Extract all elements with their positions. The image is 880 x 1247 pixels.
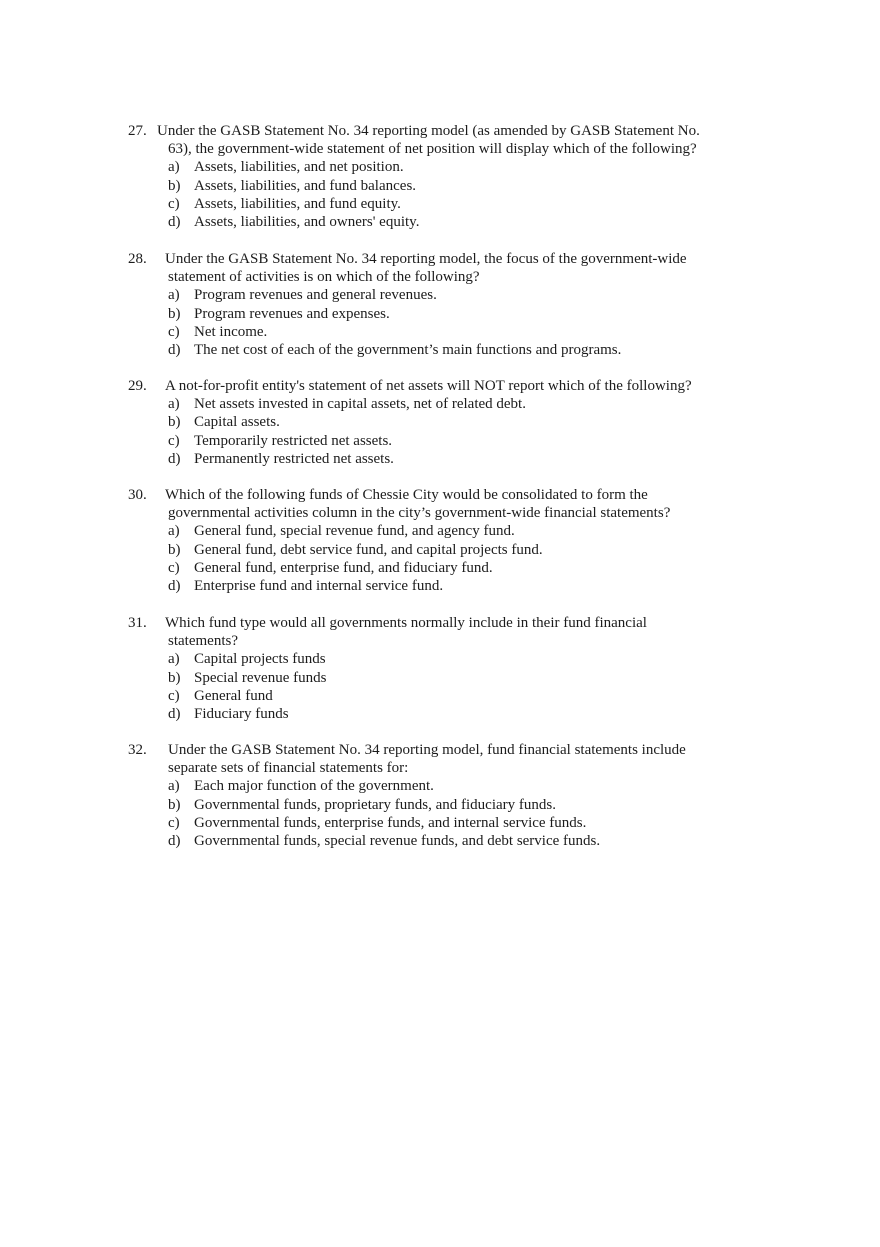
- option-text: Governmental funds, special revenue funds, and debt service funds.: [194, 833, 601, 850]
- question-text-line-1: Under the GASB Statement No. 34 reporting model, fund financial statements include: [168, 742, 686, 758]
- question-text-line-2: governmental activities column in the city’s government-wide financial statements?: [168, 505, 671, 522]
- answer-option-a: [128, 395, 748, 413]
- question-number: 29.: [128, 378, 147, 394]
- option-text: Net income.: [194, 323, 268, 340]
- option-letter: c): [168, 814, 180, 831]
- option-text: Each major function of the government.: [194, 778, 434, 795]
- answer-options: [128, 650, 748, 723]
- option-letter: b): [168, 177, 181, 194]
- option-text: Capital projects funds: [194, 651, 326, 668]
- option-text: Special revenue funds: [194, 669, 327, 686]
- option-text: Program revenues and general revenues.: [194, 287, 437, 304]
- option-text: Assets, liabilities, and owners' equity.: [194, 214, 420, 231]
- answer-option-c: [128, 432, 748, 450]
- answer-option-b: [128, 413, 748, 431]
- option-text: Temporarily restricted net assets.: [194, 432, 393, 449]
- answer-option-d: [128, 341, 748, 359]
- question-stem: [128, 741, 748, 759]
- question-27: [128, 122, 748, 231]
- option-letter: b): [168, 796, 181, 813]
- question-28: [128, 250, 748, 359]
- answer-option-c: [128, 559, 748, 577]
- option-letter: d): [168, 214, 181, 231]
- answer-option-b: [128, 177, 748, 195]
- option-letter: a): [168, 159, 180, 176]
- question-text-line-1: Under the GASB Statement No. 34 reporting model, the focus of the government-wide: [165, 251, 687, 267]
- option-text: Program revenues and expenses.: [194, 305, 390, 322]
- option-letter: b): [168, 669, 181, 686]
- option-letter: a): [168, 778, 180, 795]
- answer-option-b: [128, 669, 748, 687]
- question-text-line-1: A not-for-profit entity's statement of net assets will NOT report which of the following?: [165, 378, 692, 394]
- option-text: Capital assets.: [194, 414, 280, 431]
- answer-options: [128, 395, 748, 468]
- answer-option-d: [128, 705, 748, 723]
- option-letter: b): [168, 541, 181, 558]
- option-letter: d): [168, 342, 181, 359]
- option-text: Assets, liabilities, and fund balances.: [194, 177, 417, 194]
- question-30: [128, 486, 748, 595]
- option-text: Assets, liabilities, and fund equity.: [194, 195, 401, 212]
- question-stem: [128, 486, 748, 504]
- answer-options: [128, 522, 748, 595]
- question-number: 30.: [128, 487, 147, 503]
- answer-option-d: [128, 832, 748, 850]
- option-letter: a): [168, 523, 180, 540]
- answer-option-c: [128, 687, 748, 705]
- answer-option-d: [128, 577, 748, 595]
- answer-option-a: [128, 158, 748, 176]
- option-text: The net cost of each of the government’s main functions and programs.: [194, 342, 622, 359]
- option-text: Assets, liabilities, and net position.: [194, 159, 404, 176]
- option-text: Governmental funds, proprietary funds, and fiduciary funds.: [194, 796, 556, 813]
- option-letter: b): [168, 414, 181, 431]
- option-letter: d): [168, 578, 181, 595]
- option-text: General fund, debt service fund, and capital projects fund.: [194, 541, 543, 558]
- question-text-line-1: Under the GASB Statement No. 34 reporting model (as amended by GASB Statement No.: [157, 123, 700, 139]
- option-text: General fund: [194, 687, 273, 704]
- question-32: [128, 741, 748, 850]
- answer-option-a: [128, 650, 748, 668]
- answer-option-c: [128, 323, 748, 341]
- question-stem: [128, 614, 748, 632]
- option-text: Permanently restricted net assets.: [194, 450, 394, 467]
- option-letter: d): [168, 706, 181, 723]
- option-letter: a): [168, 396, 180, 413]
- answer-options: [128, 777, 748, 850]
- option-text: Fiduciary funds: [194, 706, 289, 723]
- option-letter: a): [168, 287, 180, 304]
- option-letter: a): [168, 651, 180, 668]
- option-letter: c): [168, 559, 180, 576]
- option-text: Net assets invested in capital assets, net of related debt.: [194, 396, 526, 413]
- option-letter: c): [168, 687, 180, 704]
- question-text-line-2: 63), the government-wide statement of net position will display which of the following?: [168, 141, 697, 158]
- answer-option-c: [128, 814, 748, 832]
- option-text: Governmental funds, enterprise funds, and internal service funds.: [194, 814, 587, 831]
- question-stem: [128, 377, 748, 395]
- answer-options: [128, 158, 748, 231]
- answer-option-b: [128, 796, 748, 814]
- question-text-line-1: Which fund type would all governments normally include in their fund financial: [165, 615, 647, 631]
- answer-option-b: [128, 305, 748, 323]
- answer-option-a: [128, 286, 748, 304]
- question-text-line-2: statement of activities is on which of the following?: [168, 269, 480, 286]
- answer-option-b: [128, 541, 748, 559]
- question-text-line-1: Which of the following funds of Chessie City would be consolidated to form the: [165, 487, 648, 503]
- question-number: 27.: [128, 123, 147, 139]
- option-text: General fund, enterprise fund, and fiduciary fund.: [194, 559, 493, 576]
- question-stem: [128, 250, 748, 268]
- option-text: General fund, special revenue fund, and agency fund.: [194, 523, 515, 540]
- answer-option-c: [128, 195, 748, 213]
- answer-option-d: [128, 450, 748, 468]
- option-letter: d): [168, 450, 181, 467]
- question-text-line-2: statements?: [168, 633, 238, 650]
- question-text-line-2: separate sets of financial statements for:: [168, 760, 409, 777]
- question-29: [128, 377, 748, 468]
- option-letter: d): [168, 833, 181, 850]
- question-stem: [128, 122, 748, 140]
- question-number: 28.: [128, 251, 147, 267]
- option-letter: b): [168, 305, 181, 322]
- answer-option-d: [128, 213, 748, 231]
- option-letter: c): [168, 323, 180, 340]
- option-letter: c): [168, 195, 180, 212]
- question-number: 31.: [128, 615, 147, 631]
- option-letter: c): [168, 432, 180, 449]
- answer-option-a: [128, 522, 748, 540]
- answer-option-a: [128, 777, 748, 795]
- question-31: [128, 614, 748, 723]
- answer-options: [128, 286, 748, 359]
- question-number: 32.: [128, 742, 147, 758]
- option-text: Enterprise fund and internal service fund.: [194, 578, 444, 595]
